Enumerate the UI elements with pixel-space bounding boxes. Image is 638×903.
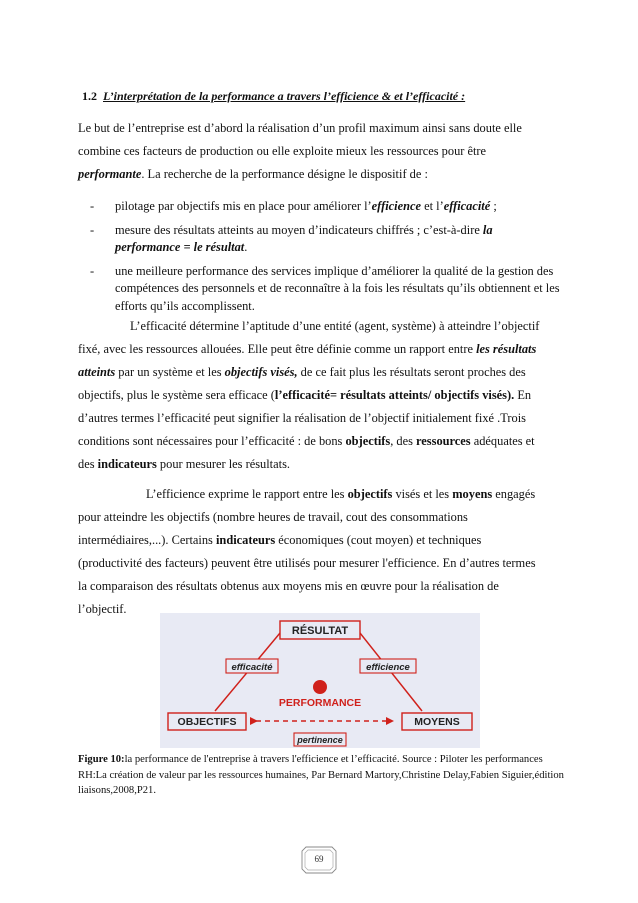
performance-dot (313, 680, 327, 694)
bullet-text: une meilleure performance des services implique d’améliorer la qualité de la gestion des compétences des personnels et de reconnaître à la fois les résultats qu’ils obtiennent et les efforts qu’ils accomplissent. (115, 263, 560, 313)
pertinence-label: pertinence (297, 735, 343, 745)
body-bold: indicateurs (215, 533, 276, 547)
body-bold: ressources (416, 434, 471, 448)
body-line (78, 529, 566, 552)
caption-text: la performance de l'entreprise à travers l'efficience et l’efficacité. Source : Piloter les performances RH:La création de valeur par les ressources humaines, Par Bernard Martory,Christine Delay,Fabien Siguier,édition liaisons,2008,P21. (78, 754, 564, 796)
efficience-paragraph (78, 483, 566, 621)
formula-text: l’efficacité= résultats atteints/ objectifs visés). (274, 388, 515, 402)
body-emphasis: objectifs visés, (224, 365, 298, 379)
body-line: l’objectif. (78, 602, 127, 616)
page-number-frame (300, 845, 338, 875)
body-text: pour mesurer les résultats. (156, 457, 290, 471)
body-emphasis: atteints (78, 365, 116, 379)
body-bold: indicateurs (97, 457, 157, 471)
resultat-label: RÉSULTAT (291, 625, 349, 637)
body-line (78, 384, 566, 407)
efficacite-label: efficacité (231, 662, 273, 673)
objectifs-label: OBJECTIFS (177, 716, 237, 728)
body-text: des (78, 457, 98, 471)
bullet-text: et l’ (420, 199, 444, 213)
body-text: , des (390, 434, 417, 448)
bullet-dash: - (90, 199, 95, 213)
efficacite-paragraph (78, 315, 566, 476)
body-line: pour atteindre les objectifs (nombre heures de travail, cout des consommations (78, 510, 468, 524)
body-line: d’autres termes l’efficacité peut signifier la réalisation de l’objectif initialement fixé .Trois (78, 411, 526, 425)
body-line (78, 430, 566, 453)
bullet-text: ; (490, 199, 497, 213)
body-text: En (514, 388, 532, 402)
body-text: L’efficience exprime le rapport entre les (146, 487, 348, 501)
section-title: L’interprétation de la performance a travers l’efficience & et l’efficacité : (103, 89, 466, 103)
body-line (78, 483, 566, 506)
section-heading (82, 89, 465, 104)
body-text: conditions sont nécessaires pour l’efficacité : de bons (78, 434, 346, 448)
bullet-emphasis: efficience (371, 199, 421, 213)
bullet-text: pilotage par objectifs mis en place pour améliorer l’ (115, 199, 372, 213)
intro-line: Le but de l’entreprise est d’abord la réalisation d’un profil maximum ainsi sans doute elle (78, 121, 522, 135)
bullet-dash: - (90, 263, 95, 278)
list-item (90, 222, 560, 257)
body-bold: moyens (452, 487, 493, 501)
body-text: fixé, avec les ressources allouées. Elle peut être définie comme un rapport entre (78, 342, 477, 356)
intro-paragraph (78, 117, 566, 186)
list-item (90, 263, 560, 316)
efficience-label: efficience (366, 662, 410, 673)
caption-label: Figure 10: (78, 754, 125, 765)
bullet-emphasis: efficacité (443, 199, 491, 213)
body-bold: objectifs (345, 434, 391, 448)
body-line: L’efficacité détermine l’aptitude d’une entité (agent, système) à atteindre l’objectif (130, 319, 540, 333)
body-line (78, 338, 566, 361)
body-line: (productivité des facteurs) peuvent être utilisés pour mesurer l'efficience. En d’autres termes (78, 556, 536, 570)
moyens-label: MOYENS (414, 716, 460, 728)
body-text: intermédiaires,...). Certains (78, 533, 216, 547)
bullet-list (90, 198, 560, 321)
section-number: 1.2 (82, 89, 97, 103)
bullet-dash: - (90, 222, 95, 237)
performance-label: PERFORMANCE (278, 697, 362, 709)
intro-line (78, 163, 566, 186)
body-line (78, 453, 566, 476)
bullet-text: . (244, 240, 248, 254)
body-text: adéquates et (470, 434, 535, 448)
body-text: engagés (492, 487, 536, 501)
intro-emphasis: performante (78, 167, 142, 181)
intro-line: combine ces facteurs de production ou elle exploite mieux les ressources pour être (78, 144, 487, 158)
page-number: 69 (314, 854, 324, 864)
body-emphasis: les résultats (476, 342, 537, 356)
body-text: de ce fait plus les résultats seront proches des (297, 365, 526, 379)
intro-text: . La recherche de la performance désigne le dispositif de : (141, 167, 428, 181)
bullet-emphasis: la performance = le résultat (115, 222, 493, 254)
body-text: économiques (cout moyen) et techniques (275, 533, 482, 547)
body-line: la comparaison des résultats obtenus aux moyens mis en œuvre pour la réalisation de (78, 579, 499, 593)
performance-diagram (160, 613, 480, 748)
body-line (78, 361, 566, 384)
bullet-text: mesure des résultats atteints au moyen d’indicateurs chiffrés ; c’est-à-dire (115, 222, 483, 237)
body-bold: objectifs (347, 487, 393, 501)
list-item (90, 198, 560, 216)
diagram-canvas (160, 613, 480, 748)
figure-caption (78, 752, 574, 799)
body-text: objectifs, plus le système sera efficace ( (78, 388, 275, 402)
body-text: par un système et les (115, 365, 225, 379)
body-text: visés et les (392, 487, 453, 501)
